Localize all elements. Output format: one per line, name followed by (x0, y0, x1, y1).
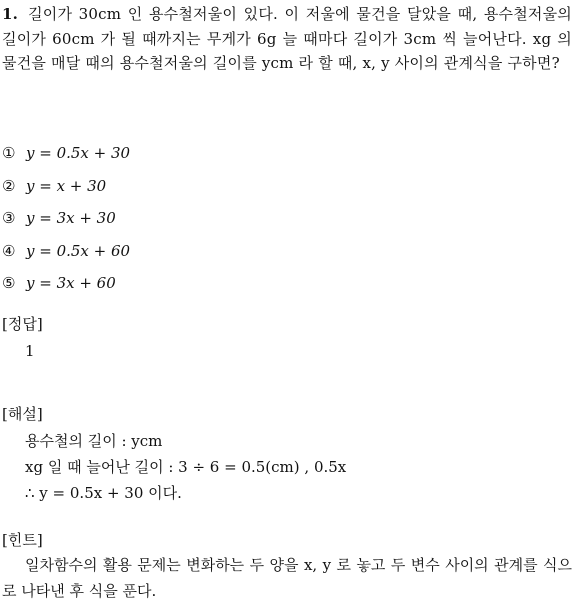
answer-value: 1 (25, 342, 35, 360)
choice-2[interactable] (2, 170, 562, 203)
choice-number: ② (2, 176, 16, 195)
question-text: 길이가 30cm 인 용수철저울이 있다. 이 저울에 물건을 달았을 때, 용수철저울의 길이가 60cm 가 될 때까지는 무게가 6g 늘 때마다 길이가 3cm 씩 늘어난다. xg 의 물건을 매달 때의 용수철저울의 길이를 ycm 라 할 때, x, y 사이의 관계식을 구하면? (2, 5, 572, 72)
explanation-line-1: 용수철의 길이 : ycm (25, 432, 163, 450)
choice-number: ① (2, 144, 16, 163)
choice-text: y = x + 30 (26, 176, 107, 195)
choice-text: y = 3x + 30 (26, 209, 116, 228)
choice-text: y = 0.5x + 60 (26, 241, 131, 260)
choice-5[interactable] (2, 267, 562, 300)
answer-label: [정답] (2, 315, 43, 333)
choice-3[interactable] (2, 202, 562, 235)
choice-number: ③ (2, 209, 16, 228)
hint-text: 일차함수의 활용 문제는 변화하는 두 양을 x, y 로 놓고 두 변수 사이의 관계를 식으로 나타낸 후 식을 푼다. (2, 556, 572, 600)
explanation-label: [해설] (2, 405, 43, 423)
choice-number: ④ (2, 241, 16, 260)
choice-text: y = 3x + 60 (26, 274, 116, 293)
choice-4[interactable] (2, 235, 562, 268)
question-number: 1. (2, 5, 19, 23)
explanation-line-3: ∴ y = 0.5x + 30 이다. (25, 484, 182, 502)
choice-text: y = 0.5x + 30 (26, 144, 131, 163)
choice-list (2, 137, 562, 300)
choice-number: ⑤ (2, 274, 16, 293)
explanation-body (25, 428, 570, 506)
explanation-line-2: xg 일 때 늘어난 길이 : 3 ÷ 6 = 0.5(cm) , 0.5x (25, 458, 347, 476)
choice-1[interactable] (2, 137, 562, 170)
hint-label: [힌트] (2, 531, 43, 549)
question-block (2, 2, 572, 76)
